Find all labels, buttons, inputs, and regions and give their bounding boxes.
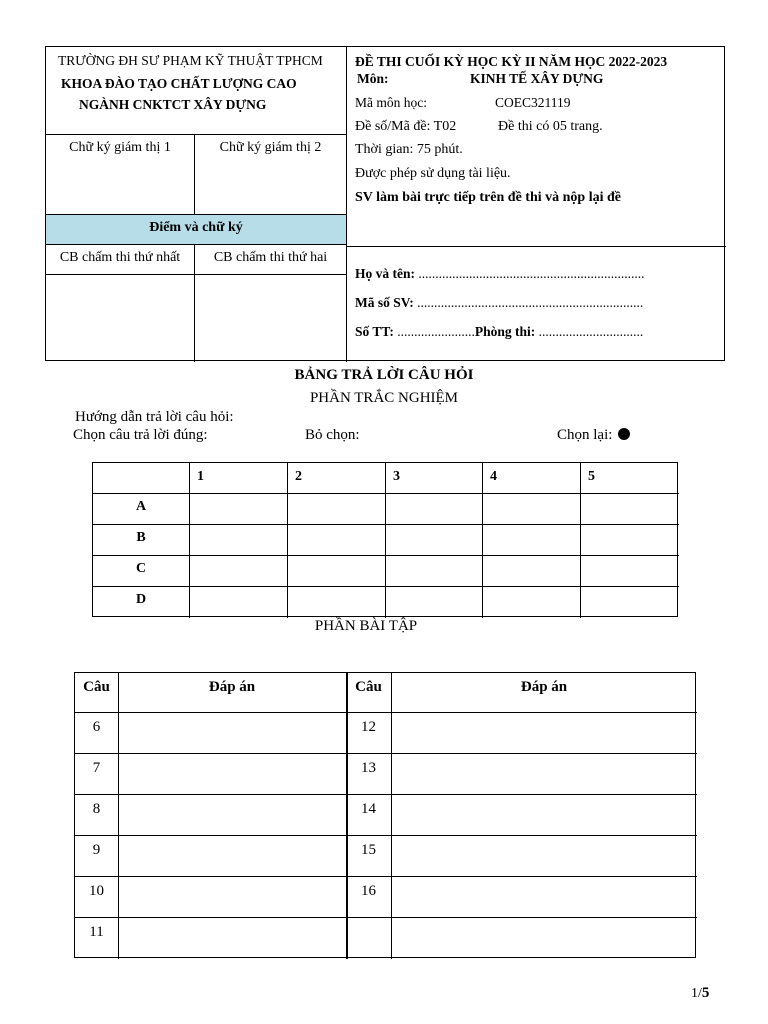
essay-question-number: 11 xyxy=(89,924,104,940)
essay-answer-cell[interactable] xyxy=(393,713,696,752)
exam-room-dots: ............................... xyxy=(535,324,644,339)
essay-question-number: 14 xyxy=(361,801,376,817)
mc-row-label-c: C xyxy=(135,561,147,576)
mc-answer-cell[interactable] xyxy=(581,587,678,617)
essay-question-number: 16 xyxy=(361,883,376,899)
page-total: 5 xyxy=(701,985,710,1001)
subject-label: Môn: xyxy=(357,71,389,86)
submission-instruction: SV làm bài trực tiếp trên đề thi và nộp lại đề xyxy=(355,190,621,205)
essay-answer-cell[interactable] xyxy=(393,877,696,916)
page-current: 1/ xyxy=(691,986,702,1001)
mc-answer-cell[interactable] xyxy=(581,556,678,585)
mc-answer-cell[interactable] xyxy=(483,525,579,554)
multiple-choice-grid xyxy=(92,462,678,617)
student-name-field[interactable] xyxy=(355,266,645,282)
answer-guide: Hướng dẫn trả lời câu hỏi: xyxy=(75,409,234,425)
mc-column-header-4: 4 xyxy=(490,469,497,484)
school-name: TRƯỜNG ĐH SƯ PHẠM KỸ THUẬT TPHCM xyxy=(58,53,323,68)
essay-question-number: 12 xyxy=(361,719,376,735)
course-code-label: Mã môn học: xyxy=(355,95,427,110)
proctor-1-label: Chữ ký giám thị 1 xyxy=(69,140,171,155)
mc-column-header-3: 3 xyxy=(393,469,400,484)
mc-answer-cell[interactable] xyxy=(581,525,678,554)
mc-column-header-1: 1 xyxy=(197,469,204,484)
answer-sheet-title: BẢNG TRẢ LỜI CÂU HỎI xyxy=(294,367,474,383)
subject-value: KINH TẾ XÂY DỰNG xyxy=(470,71,604,86)
mc-answer-cell[interactable] xyxy=(288,525,384,554)
mc-answer-cell[interactable] xyxy=(190,587,286,617)
essay-question-number: 7 xyxy=(92,760,101,776)
multiple-choice-title: PHẦN TRẮC NGHIỆM xyxy=(309,390,459,406)
order-room-field[interactable] xyxy=(355,324,643,340)
mc-answer-cell[interactable] xyxy=(190,525,286,554)
student-name-label: Họ và tên: xyxy=(355,266,415,281)
mc-answer-cell[interactable] xyxy=(288,556,384,585)
exam-number: Đề số/Mã đề: T02 xyxy=(355,119,457,134)
essay-answer-cell[interactable] xyxy=(120,836,345,875)
essay-question-number: 15 xyxy=(361,842,376,858)
essay-header-answer-right: Đáp án xyxy=(520,679,568,695)
exam-pages: Đề thi có 05 trang. xyxy=(498,119,603,134)
page-number xyxy=(691,985,709,1002)
unchoose-label: Bỏ chọn: xyxy=(305,427,360,443)
proctor-2-label: Chữ ký giám thị 2 xyxy=(219,140,322,155)
essay-answer-cell[interactable] xyxy=(120,877,345,916)
student-id-label: Mã số SV: xyxy=(355,295,414,310)
essay-answer-cell[interactable] xyxy=(393,754,696,793)
essay-question-number: 10 xyxy=(89,883,104,899)
student-name-dots: ................................................................... xyxy=(415,266,645,281)
unchoose-instruction xyxy=(305,427,371,444)
student-id-dots: ................................................................... xyxy=(413,295,644,310)
essay-header-question-left: Câu xyxy=(83,679,110,695)
rechoose-label: Chọn lại: xyxy=(557,427,613,443)
choose-instruction xyxy=(73,427,225,444)
student-id-field[interactable] xyxy=(355,295,643,311)
mc-column-header-2: 2 xyxy=(295,469,302,484)
course-code-value: COEC321119 xyxy=(495,95,571,110)
mc-answer-cell[interactable] xyxy=(288,587,384,617)
grader-2-label: CB chấm thi thứ hai xyxy=(213,250,328,265)
grader-1-label: CB chấm thi thứ nhất xyxy=(59,250,181,265)
exam-title: ĐỀ THI CUỐI KỲ HỌC KỲ II NĂM HỌC 2022-2023 xyxy=(355,54,668,69)
faculty-name: KHOA ĐÀO TẠO CHẤT LƯỢNG CAO xyxy=(61,76,297,91)
filled-circle-icon xyxy=(618,428,630,440)
mc-row-label-a: A xyxy=(135,499,147,514)
mc-answer-cell[interactable] xyxy=(483,587,579,617)
essay-question-number: 13 xyxy=(361,760,376,776)
essay-question-number: 8 xyxy=(92,801,101,817)
essay-answer-cell[interactable] xyxy=(393,795,696,834)
mc-answer-cell[interactable] xyxy=(483,556,579,585)
exercise-answer-table xyxy=(74,672,696,958)
mc-answer-cell[interactable] xyxy=(386,556,481,585)
essay-answer-cell[interactable] xyxy=(120,795,345,834)
mc-answer-cell[interactable] xyxy=(386,587,481,617)
exam-duration: Thời gian: 75 phút. xyxy=(355,142,463,157)
mc-column-header-5: 5 xyxy=(588,469,595,484)
choose-label: Chọn câu trả lời đúng: xyxy=(73,427,208,443)
mc-answer-cell[interactable] xyxy=(288,494,384,523)
materials-note: Được phép sử dụng tài liệu. xyxy=(355,166,511,181)
mc-row-label-b: B xyxy=(136,530,146,545)
exam-room-label: Phòng thi: xyxy=(474,324,536,339)
essay-answer-cell[interactable] xyxy=(393,918,696,958)
major-name: NGÀNH CNKTCT XÂY DỰNG xyxy=(79,97,267,112)
mc-answer-cell[interactable] xyxy=(190,494,286,523)
essay-answer-cell[interactable] xyxy=(120,754,345,793)
order-number-label: Số TT: xyxy=(355,324,394,339)
essay-question-number: 9 xyxy=(92,842,101,858)
essay-header-answer-left: Đáp án xyxy=(208,679,256,695)
exam-header-box xyxy=(45,46,725,361)
essay-answer-cell[interactable] xyxy=(120,918,345,958)
mc-answer-cell[interactable] xyxy=(483,494,579,523)
mc-answer-cell[interactable] xyxy=(190,556,286,585)
essay-question-number: 6 xyxy=(92,719,101,735)
essay-answer-cell[interactable] xyxy=(393,836,696,875)
mc-answer-cell[interactable] xyxy=(386,494,481,523)
mc-answer-cell[interactable] xyxy=(386,525,481,554)
mc-row-label-d: D xyxy=(135,592,147,607)
order-number-dots: ....................... xyxy=(393,324,475,339)
rechoose-instruction xyxy=(557,427,630,444)
score-signature-label: Điểm và chữ ký xyxy=(149,220,243,235)
essay-answer-cell[interactable] xyxy=(120,713,345,752)
essay-header-question-right: Câu xyxy=(355,679,382,695)
exercise-section-title: PHẦN BÀI TẬP xyxy=(314,618,418,634)
mc-answer-cell[interactable] xyxy=(581,494,678,523)
